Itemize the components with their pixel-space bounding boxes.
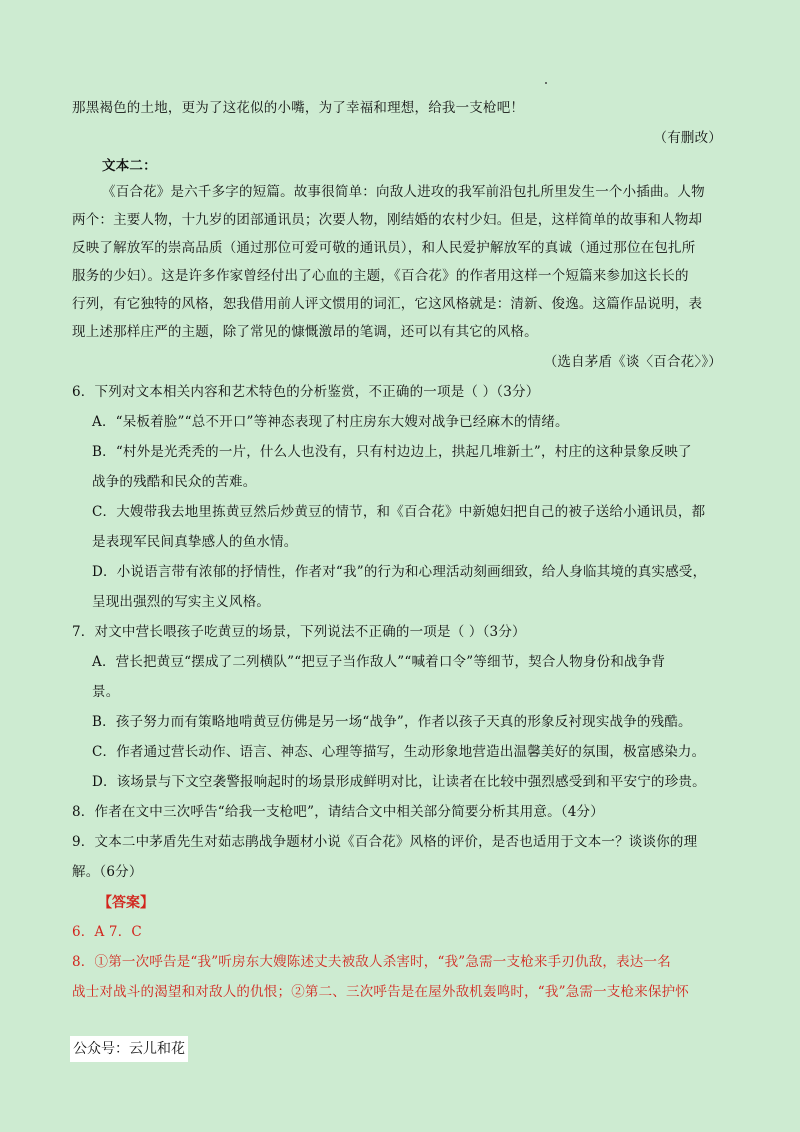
answer-line: 8．①第一次呼告是“我”听房东大嫂陈述丈夫被敌人杀害时，“我”急需一支枪来手刃仇敌，表达一名 [72, 954, 671, 970]
option-b: B．“村外是光秃秃的一片，什么人也没有，只有村边边上，拱起几堆新土”，村庄的这种景象反映了 [92, 444, 692, 460]
text-line: 两个：主要人物，十九岁的团部通讯员；次要人物，刚结婚的农村少妇。但是，这样简单的故事和人物却 [72, 212, 703, 228]
option-b-cont: 战争的残酷和民众的苦难。 [92, 474, 257, 490]
option-c: C．作者通过营长动作、语言、神态、心理等描写，生动形象地营造出温馨美好的氛围，极富感染力。 [92, 744, 706, 760]
option-d: D．该场景与下文空袭警报响起时的场景形成鲜明对比，让读者在比较中强烈感受到和平安宁的珍贵。 [92, 774, 706, 790]
answer-line: 战士对战斗的渴望和对敌人的仇恨；②第二、三次呼告是在屋外敌机轰鸣时，“我”急需一支枪来保护怀 [72, 984, 690, 1000]
option-c-cont: 是表现军民间真挚感人的鱼水情。 [92, 534, 298, 550]
question-8: 8．作者在文中三次呼告“给我一支枪吧”，请结合文中相关部分简要分析其用意。（4分） [72, 804, 604, 820]
stray-dot [545, 82, 547, 84]
text-line: 现上述那样庄严的主题，除了常见的慷慨激昂的笔调，还可以有其它的风格。 [72, 324, 538, 340]
text-line: 那黑褐色的土地，更为了这花似的小嘴，为了幸福和理想，给我一支枪吧！ [72, 100, 525, 116]
option-b: B．孩子努力而有策略地啃黄豆仿佛是另一场“战争”，作者以孩子天真的形象反衬现实战争的残酷。 [92, 714, 692, 730]
option-d-cont: 呈现出强烈的写实主义风格。 [92, 594, 271, 610]
option-d: D．小说语言带有浓郁的抒情性，作者对“我”的行为和心理活动刻画细致，给人身临其境的真实感受， [92, 564, 707, 580]
source-note: （选自茅盾《谈〈百合花〉》） [543, 354, 722, 370]
source-note: （有删改） [653, 130, 722, 146]
section-heading: 文本二： [102, 158, 157, 174]
text-line: 行列，有它独特的风格，恕我借用前人评文惯用的词汇，它这风格就是：清新、俊逸。这篇作品说明，表 [72, 296, 703, 312]
answer-heading: 【答案】 [98, 895, 154, 911]
question-7: 7．对文中营长喂孩子吃黄豆的场景，下列说法不正确的一项是（ ）（3分） [72, 624, 526, 640]
text-line: 《百合花》是六千多字的短篇。故事很简单：向敌人进攻的我军前沿包扎所里发生一个小插曲。人物 [102, 184, 705, 200]
option-a-cont: 景。 [92, 684, 120, 700]
footer-watermark: 公众号：云儿和花 [70, 1036, 188, 1062]
question-9-cont: 解。（6分） [72, 864, 143, 880]
option-a: A．“呆板着脸”“总不开口”等神态表现了村庄房东大嫂对战争已经麻木的情绪。 [92, 414, 569, 430]
question-6: 6．下列对文本相关内容和艺术特色的分析鉴赏，不正确的一项是（ ）（3分） [72, 384, 540, 400]
text-line: 反映了解放军的崇高品质（通过那位可爱可敬的通讯员），和人民爱护解放军的真诚（通过那位在包扎所 [72, 240, 696, 256]
option-c: C．大嫂带我去地里拣黄豆然后炒黄豆的情节，和《百合花》中新媳妇把自己的被子送给小通讯员，都 [92, 504, 706, 520]
question-9: 9．文本二中茅盾先生对茹志鹃战争题材小说《百合花》风格的评价，是否也适用于文本一？谈谈你的理 [72, 834, 698, 850]
answer-line: 6．A 7．C [72, 924, 142, 940]
option-a: A．营长把黄豆“摆成了二列横队”“把豆子当作敌人”“喊着口令”等细节，契合人物身份和战争背 [92, 654, 666, 670]
text-line: 服务的少妇）。这是许多作家曾经付出了心血的主题，《百合花》的作者用这样一个短篇来参加这长长的 [72, 268, 689, 284]
